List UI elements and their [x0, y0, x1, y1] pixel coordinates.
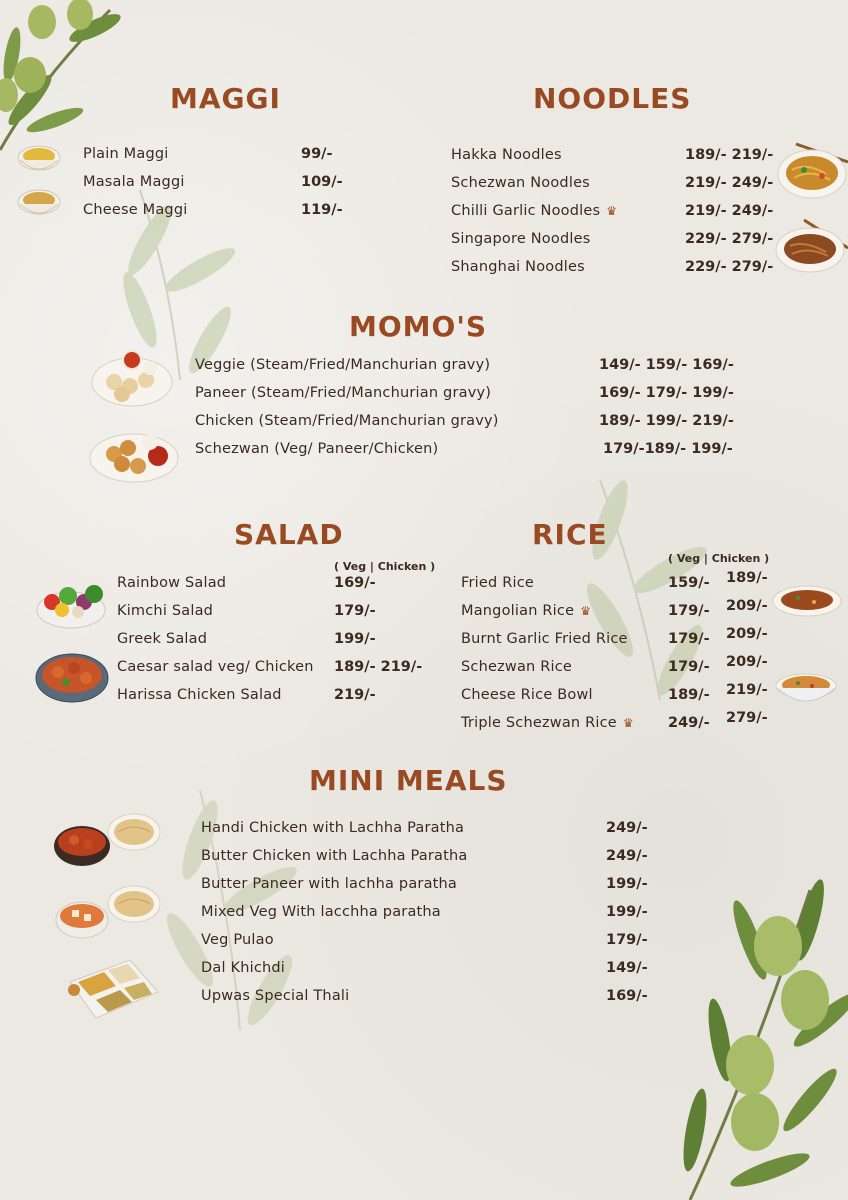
momos-item-name: Paneer (Steam/Fried/Manchurian gravy): [195, 385, 492, 401]
rice-item-chicken-price: 209/-: [726, 654, 768, 670]
noodles-item-name: [451, 203, 617, 219]
rice-item-veg-price: 179/-: [668, 631, 710, 647]
hakka-noodles-plate-image: [776, 140, 848, 202]
rice-item-name: [461, 715, 634, 731]
rice-item-chicken-price: 279/-: [726, 710, 768, 726]
rice-item-veg-price: 179/-: [668, 603, 710, 619]
salad-item-price: 189/- 219/-: [334, 659, 423, 675]
momos-item-name: Schezwan (Veg/ Paneer/Chicken): [195, 441, 439, 457]
olive-branch-bottom-right: [660, 870, 848, 1200]
mini-meals-item-name: Upwas Special Thali: [201, 988, 350, 1004]
maggi-bowl-image: [16, 142, 62, 178]
mini-meals-item-price: 199/-: [606, 904, 648, 920]
momos-item-price: 169/- 179/- 199/-: [599, 385, 734, 401]
maggi-item-name: Masala Maggi: [83, 174, 185, 190]
crown-icon: ♛: [580, 604, 592, 618]
salad-item-price: 199/-: [334, 631, 376, 647]
mini-meals-item-price: 249/-: [606, 848, 648, 864]
crown-icon: ♛: [606, 204, 618, 218]
fried-momos-plate-image: [88, 428, 180, 484]
butter-paneer-paratha-image: [52, 880, 162, 942]
salad-item-price: 169/-: [334, 575, 376, 591]
rice-column-header: ( Veg | Chicken ): [668, 552, 770, 565]
maggi-item-name: Plain Maggi: [83, 146, 169, 162]
handi-chicken-paratha-image: [52, 808, 162, 870]
momos-item-price: 179/-189/- 199/-: [603, 441, 733, 457]
fried-rice-plate-image: [772, 584, 842, 618]
salad-item-name: Caesar salad veg/ Chicken: [117, 659, 314, 675]
maggi-title: MAGGI: [170, 82, 281, 115]
noodles-item-name: Schezwan Noodles: [451, 175, 590, 191]
mini-meals-item-price: 249/-: [606, 820, 648, 836]
rice-item-chicken-price: 189/-: [726, 570, 768, 586]
rice-title: RICE: [532, 518, 608, 551]
momos-item-price: 149/- 159/- 169/-: [599, 357, 734, 373]
rice-item-veg-price: 189/-: [668, 687, 710, 703]
salad-item-price: 179/-: [334, 603, 376, 619]
maggi-item-price: 109/-: [301, 174, 343, 190]
maggi-item-price: 99/-: [301, 146, 333, 162]
rice-item-label: Mangolian Rice: [461, 603, 575, 619]
rice-item-label: Triple Schezwan Rice: [461, 715, 617, 731]
upwas-thali-image: [60, 952, 160, 1026]
momos-item-name: Chicken (Steam/Fried/Manchurian gravy): [195, 413, 499, 429]
noodles-title: NOODLES: [533, 82, 692, 115]
mini-meals-item-price: 149/-: [606, 960, 648, 976]
mini-meals-item-price: 179/-: [606, 932, 648, 948]
mini-meals-item-name: Veg Pulao: [201, 932, 274, 948]
salad-item-name: Greek Salad: [117, 631, 208, 647]
salad-item-name: Kimchi Salad: [117, 603, 214, 619]
crown-icon: ♛: [622, 716, 634, 730]
mini-meals-title: MINI MEALS: [309, 764, 508, 797]
mini-meals-item-name: Handi Chicken with Lachha Paratha: [201, 820, 465, 836]
mini-meals-item-name: Butter Chicken with Lachha Paratha: [201, 848, 468, 864]
rice-item-veg-price: 179/-: [668, 659, 710, 675]
masala-maggi-bowl-image: [16, 186, 62, 222]
caesar-salad-bowl-image: [34, 648, 110, 706]
rice-item-name: [461, 603, 591, 619]
rainbow-salad-bowl-image: [34, 572, 108, 632]
mini-meals-item-price: 169/-: [606, 988, 648, 1004]
schezwan-noodles-plate-image: [774, 218, 848, 278]
mini-meals-item-price: 199/-: [606, 876, 648, 892]
noodles-item-name: Hakka Noodles: [451, 147, 562, 163]
rice-item-chicken-price: 219/-: [726, 682, 768, 698]
salad-item-name: Harissa Chicken Salad: [117, 687, 282, 703]
noodles-item-price: 219/- 249/-: [685, 175, 774, 191]
noodles-item-price: 229/- 279/-: [685, 259, 774, 275]
mini-meals-item-name: Mixed Veg With lacchha paratha: [201, 904, 441, 920]
rice-item-name: Fried Rice: [461, 575, 535, 591]
rice-item-chicken-price: 209/-: [726, 626, 768, 642]
noodles-item-price: 189/- 219/-: [685, 147, 774, 163]
noodles-item-name: Shanghai Noodles: [451, 259, 585, 275]
noodles-item-price: 229/- 279/-: [685, 231, 774, 247]
mini-meals-item-name: Dal Khichdi: [201, 960, 286, 976]
salad-column-header: ( Veg | Chicken ): [334, 560, 436, 573]
rice-item-name: Cheese Rice Bowl: [461, 687, 593, 703]
noodles-item-label: Chilli Garlic Noodles: [451, 203, 601, 219]
momos-plate-image: [90, 346, 174, 408]
noodles-item-name: Singapore Noodles: [451, 231, 591, 247]
maggi-item-name: Cheese Maggi: [83, 202, 188, 218]
maggi-item-price: 119/-: [301, 202, 343, 218]
rice-item-name: Schezwan Rice: [461, 659, 573, 675]
rice-item-veg-price: 249/-: [668, 715, 710, 731]
rice-item-veg-price: 159/-: [668, 575, 710, 591]
momos-item-price: 189/- 199/- 219/-: [599, 413, 734, 429]
momos-item-name: Veggie (Steam/Fried/Manchurian gravy): [195, 357, 491, 373]
momos-title: MOMO'S: [349, 310, 488, 343]
cheese-rice-bowl-image: [774, 670, 838, 712]
rice-item-name: Burnt Garlic Fried Rice: [461, 631, 628, 647]
noodles-item-price: 219/- 249/-: [685, 203, 774, 219]
rice-item-chicken-price: 209/-: [726, 598, 768, 614]
salad-item-name: Rainbow Salad: [117, 575, 227, 591]
salad-title: SALAD: [234, 518, 344, 551]
mini-meals-item-name: Butter Paneer with lachha paratha: [201, 876, 458, 892]
olive-branch-top-left: [0, 0, 130, 160]
salad-item-price: 219/-: [334, 687, 376, 703]
